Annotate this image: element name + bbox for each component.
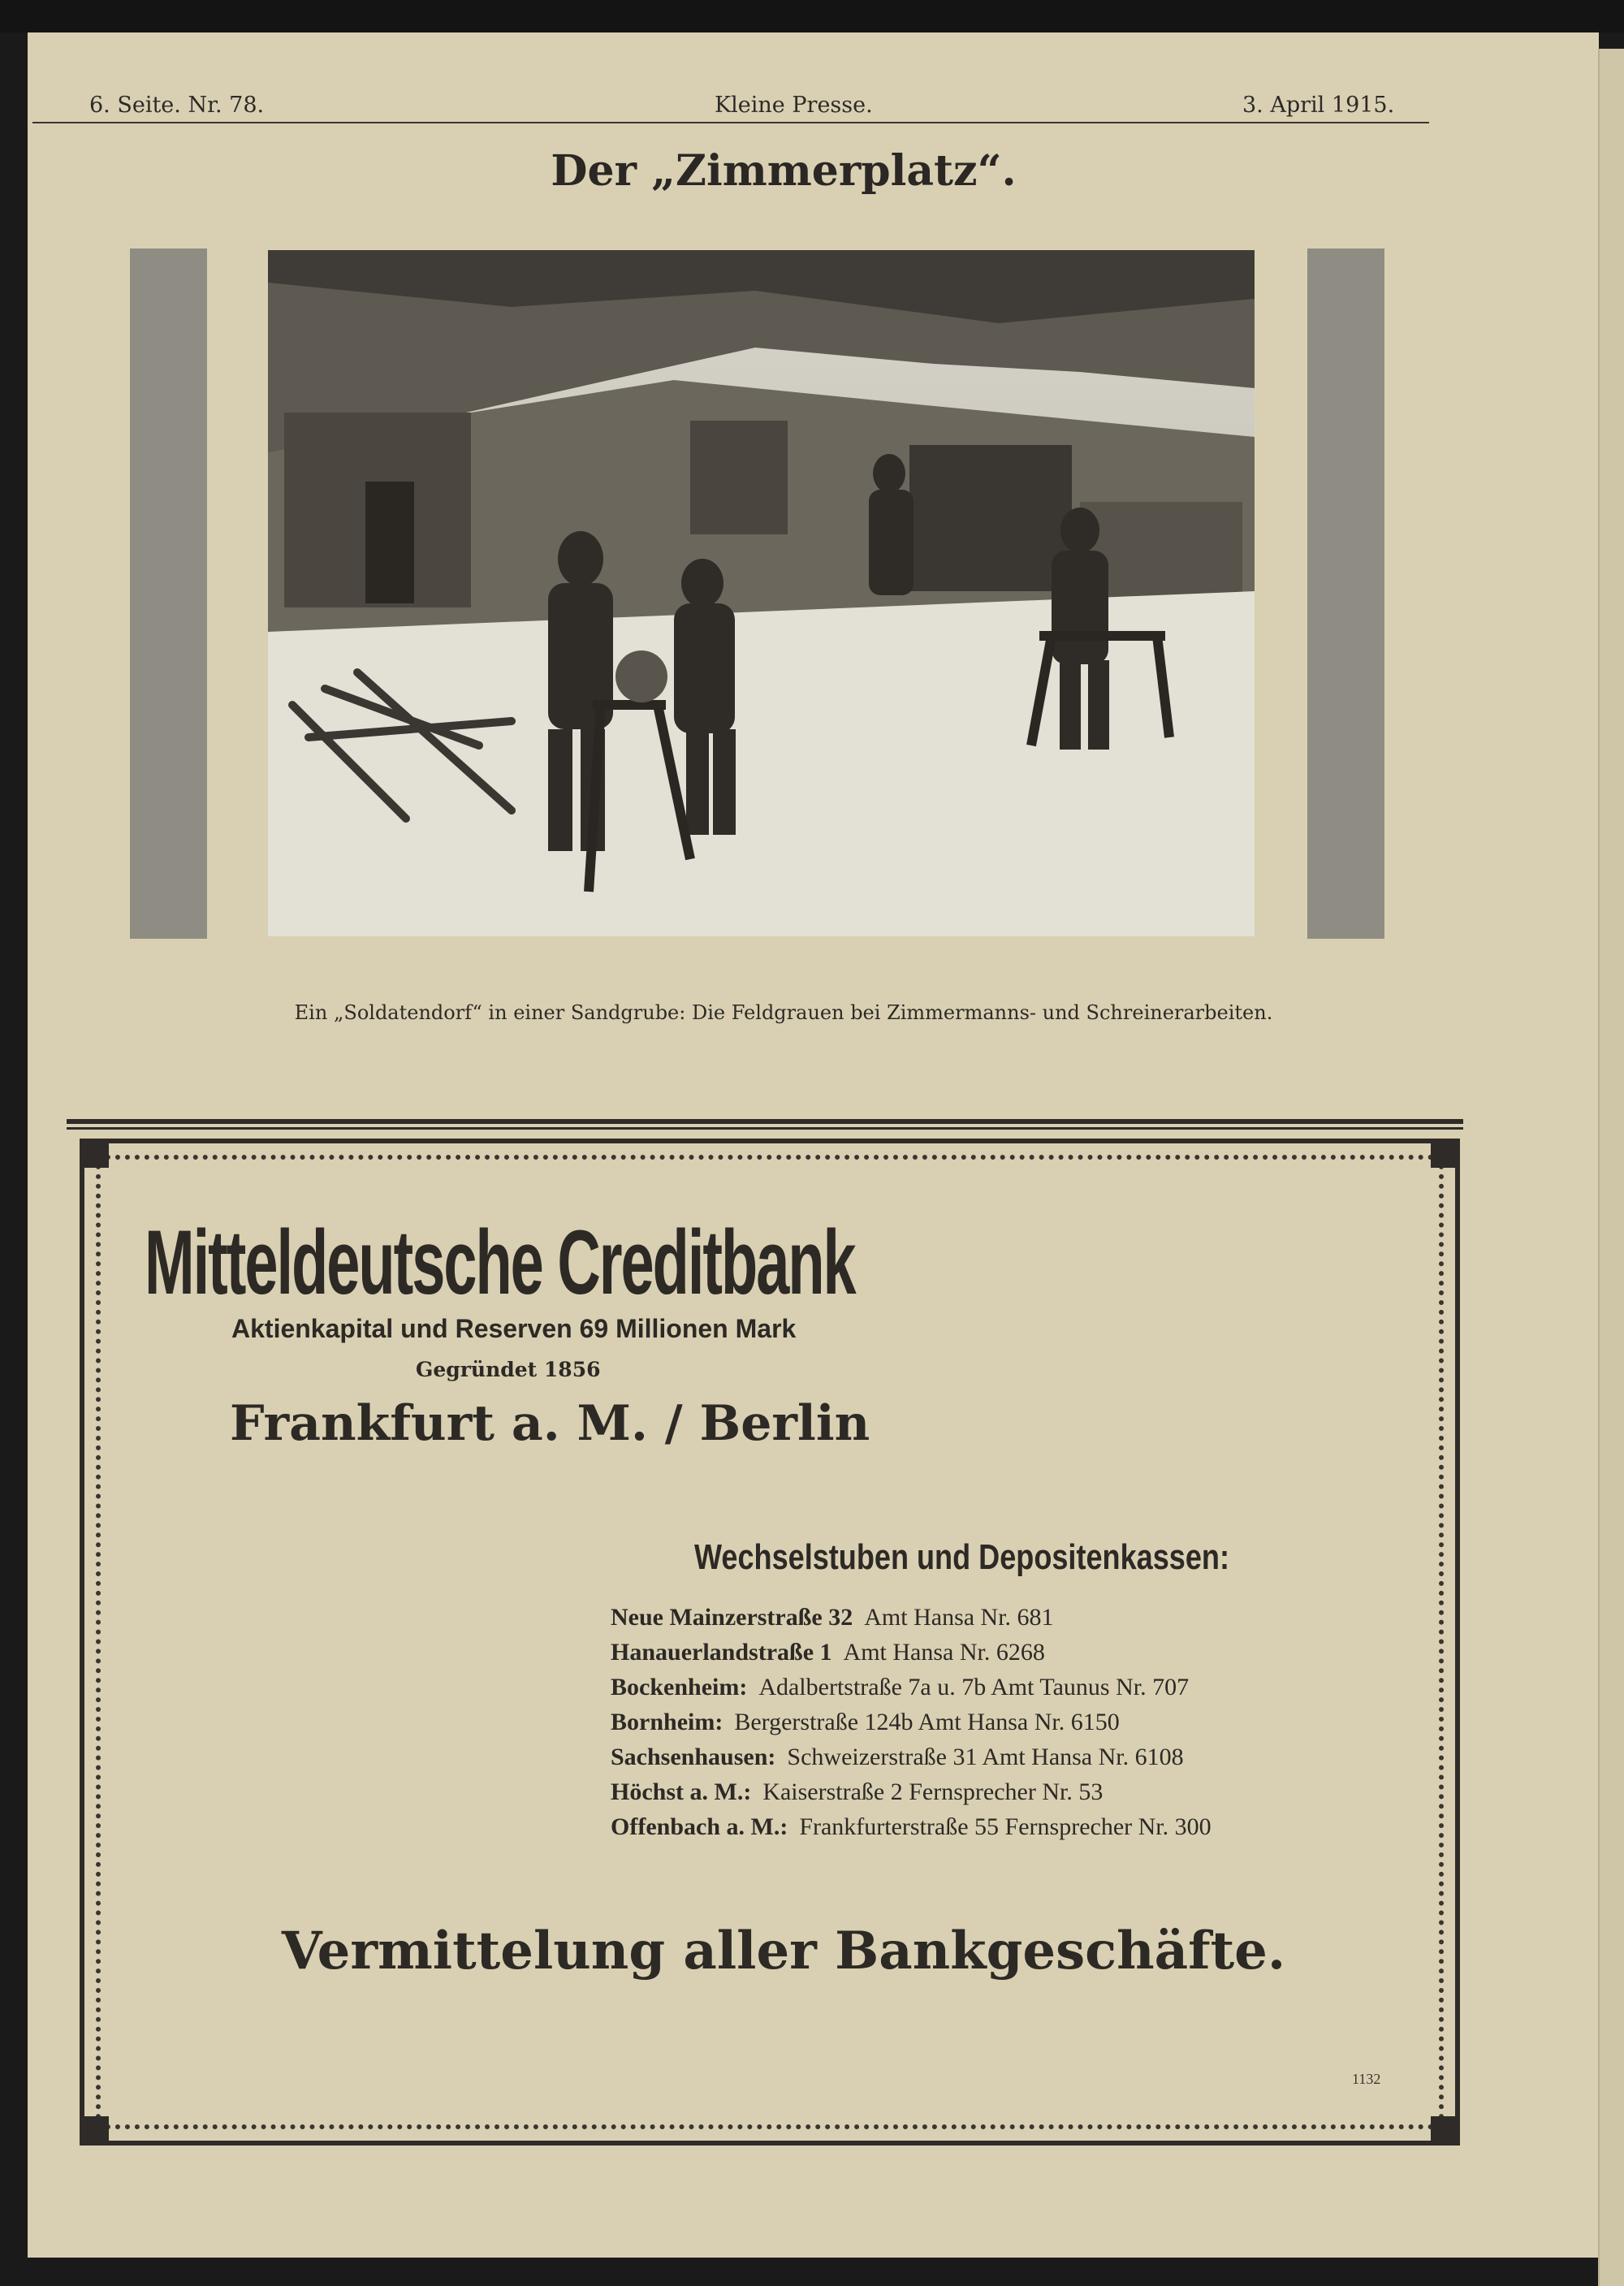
bank-name: Mitteldeutsche Creditbank xyxy=(145,1212,855,1313)
photo-caption: Ein „Soldatendorf“ in einer Sandgrube: Die Feldgrauen bei Zimmermanns- und Schreinerarbeiten. xyxy=(294,1001,1273,1024)
ad-slogan: Vermittelung aller Bankgeschäfte. xyxy=(281,1921,1286,1981)
branch-item xyxy=(611,1813,1390,1848)
ad-top-rule xyxy=(67,1119,1463,1124)
branch-detail: Kaiserstraße 2 Fernsprecher Nr. 53 xyxy=(762,1778,1104,1805)
branch-item xyxy=(611,1744,1390,1778)
branches-title: Wechselstuben und Depositenkassen: xyxy=(694,1537,1229,1577)
photo-icon xyxy=(268,250,1255,936)
ad-code: 1132 xyxy=(1352,2071,1381,2087)
ad-corner xyxy=(84,2116,109,2141)
header-page-number: 6. Seite. Nr. 78. xyxy=(89,93,265,118)
branch-detail: Frankfurterstraße 55 Fernsprecher Nr. 300 xyxy=(799,1813,1212,1840)
branch-list xyxy=(611,1604,1390,1848)
branch-name: Höchst a. M.: xyxy=(611,1778,752,1805)
branch-item xyxy=(611,1639,1390,1674)
branch-item xyxy=(611,1604,1390,1639)
branch-detail: Adalbertstraße 7a u. 7b Amt Taunus Nr. 707 xyxy=(758,1674,1190,1700)
header-date: 3. April 1915. xyxy=(1242,93,1395,118)
photo-side-bar-left xyxy=(130,248,207,939)
ad-corner xyxy=(1431,1143,1455,1168)
bank-capital: Aktienkapital und Reserven 69 Millionen Mark xyxy=(231,1314,797,1343)
branch-name: Bornheim: xyxy=(611,1709,723,1735)
branch-name: Neue Mainzerstraße 32 xyxy=(611,1604,853,1631)
branch-name: Hanauerlandstraße 1 xyxy=(611,1639,832,1666)
photo-side-bar-right xyxy=(1307,248,1384,939)
bank-founded: Gegründet 1856 xyxy=(416,1358,601,1381)
branch-item xyxy=(611,1778,1390,1813)
bank-city: Frankfurt a. M. / Berlin xyxy=(230,1395,870,1452)
trench-photo xyxy=(268,250,1255,936)
adjacent-page-edge xyxy=(1598,49,1624,2286)
ad-corner xyxy=(1431,2116,1455,2141)
branch-item xyxy=(611,1709,1390,1744)
branch-detail: Schweizerstraße 31 Amt Hansa Nr. 6108 xyxy=(787,1744,1184,1770)
scan-top-border xyxy=(0,0,1624,32)
branch-detail: Amt Hansa Nr. 681 xyxy=(864,1604,1054,1631)
header-publication: Kleine Presse. xyxy=(715,93,873,118)
branch-name: Bockenheim: xyxy=(611,1674,748,1700)
branch-name: Sachsenhausen: xyxy=(611,1744,776,1770)
branch-detail: Bergerstraße 124b Amt Hansa Nr. 6150 xyxy=(734,1709,1120,1735)
branch-item xyxy=(611,1674,1390,1709)
article-title: Der „Zimmerplatz“. xyxy=(551,146,1017,196)
branch-detail: Amt Hansa Nr. 6268 xyxy=(843,1639,1045,1666)
ad-top-rule-thin xyxy=(67,1127,1463,1130)
branch-name: Offenbach a. M.: xyxy=(611,1813,788,1840)
photo-frame xyxy=(130,248,1389,943)
ad-corner xyxy=(84,1143,109,1168)
page-header xyxy=(32,89,1429,123)
